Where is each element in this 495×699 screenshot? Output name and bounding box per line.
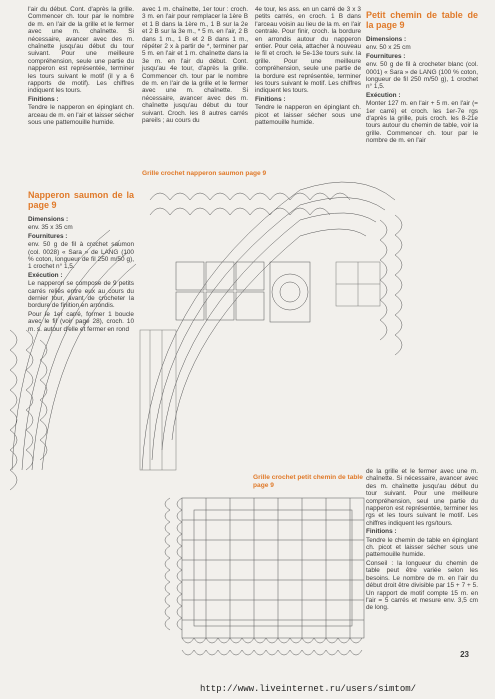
paragraph: Tendre le napperon en épinglant ch. picot et laisser sécher sous une pattemouille humide.	[255, 104, 361, 127]
column-5	[366, 468, 478, 613]
dimensions-value: env. 50 x 25 cm	[366, 44, 411, 52]
dimensions-label: Dimensions :	[28, 216, 69, 223]
napperon-title: Napperon saumon de la page 9	[28, 190, 134, 210]
fournitures-value: env. 50 g de fil à crocheter blanc (col. 0001) « Sara » de LANG (100 % coton, longueur de fil 250 m/50 g), 1 crochet n° 1,5.	[366, 61, 478, 91]
chemin-chart	[165, 498, 364, 655]
fournitures-label: Fournitures :	[366, 52, 406, 60]
napperon-squares	[176, 262, 310, 322]
caption-grille-saumon: Grille crochet napperon saumon page 9	[142, 170, 267, 177]
finitions-label: Finitions :	[28, 95, 59, 103]
paragraph: Tendre le chemin de table en épinglant ch. picot et laisser sécher sous une pattemouille humide.	[366, 536, 478, 559]
paragraph: Tendre le napperon en épinglant ch. arceau de m. en l'air et laisser sécher sous une pattemouille humide.	[28, 104, 135, 127]
execution-text: Le napperon se compose de 9 petits carrés reliés entre eux au cours du dernier tour, avant de crocheter la bordure de finition en arrondis.	[28, 280, 134, 310]
finitions-label: Finitions :	[366, 528, 397, 536]
paragraph: 4e tour, les ass. en un carré de 3 x 3 petits carrés, en croch. 1 B dans l'arceau voisin au lieu de la m. en l'air centrale. Pour finir, croch. la bordure en arrondis autour du napperon entier. Pour cela, attacher à nouveau le fil et croch. le 5e-13e tours suiv. la grille. Pour une meilleure compréhension, seule une partie de la bordure est représentée, terminer les tours suivant le motif. Les chiffres indiquent les tours.	[255, 6, 361, 95]
dimensions-value: env. 35 x 35 cm	[28, 224, 73, 232]
paragraph: avec 1 m. chaînette, 1er tour : croch. 3 m. en l'air pour remplacer la 1ère B et 1 B dans la 1ère m., 1 B sur la 2e et 2 B sur la 3e m., * 5 m. en l'air, 2 B dans 1 m., 1 B et 2 B dans 1 m., répéter 2 x à partir de *, terminer par 5 m. en l'air et 1 m. chaînette dans la 3e m. en l'air du début. Cont. jusqu'au 4e tour, d'après la grille. Commencer ch. tour par le nombre de m. en l'air de la grille et le fermer avec une m. chaînette. Si nécessaire, avancer avec des m. chaînette jusqu'au début du tour suivant. Croch. les 8 autres carrés pareils ; au cours du	[142, 6, 248, 125]
paragraph: de la grille et le fermer avec une m. chaînette. Si nécessaire, avancer avec des m. chaînette jusqu'au début du tour suivant. Pour une meilleure compréhension, seul une partie du napperon est représentée, terminer les rgs et les tours suivant le motif. Les chiffres indiquent les rgs/tours.	[366, 468, 478, 527]
execution-label: Exécution :	[366, 91, 401, 99]
paragraph: l'air du début. Cont. d'après la grille. Commencer ch. tour par le nombre de m. en l'air de la grille et le fermer avec une m. chaînette. Si nécessaire, avancer avec des m. chaînette jusqu'au début du tour suivant. Pour une meilleure compréhension, seule une partie du napperon est représentée, terminer les tours suivant le motif (il y a 6 rapports de motif). Les chiffres indiquent les tours.	[28, 6, 134, 95]
column-4-chemin	[366, 6, 478, 146]
conseil-paragraph: Conseil : la longueur du chemin de table peut être variée selon les besoins. Le nombre de m. en l'air du début droit être divisible par 15 + 7 + 5. Un rapport de motif compte 15 m. en l'air = 5 carrés et mesure env. 3,5 cm de long.	[366, 559, 478, 612]
column-3	[255, 6, 361, 128]
column-1-top	[28, 6, 134, 128]
finitions-label: Finitions :	[255, 95, 286, 103]
fournitures-label: Fournitures :	[28, 232, 68, 240]
fournitures-value: env. 50 g de fil à crochet saumon (col. 0028) « Sara » de LANG (100 % coton, longueur de fil 250 m/50 g), 1 crochet n° 1,5.	[28, 241, 134, 271]
column-2	[142, 6, 248, 126]
execution-label: Exécution :	[28, 271, 63, 279]
chemin-title: Petit chemin de table de la page 9	[366, 10, 478, 30]
page-number: 23	[460, 650, 469, 659]
execution-text-2: Pour le 1er carré, former 1 boucle avec le fil (voir page 28), croch. 10 m. s. autour d'elle et fermer en rond	[28, 310, 134, 333]
caption-grille-chemin: Grille crochet petit chemin de table page 9	[253, 474, 363, 489]
source-url[interactable]: http://www.liveinternet.ru/users/simtom/	[200, 684, 417, 694]
column-1-napperon	[28, 186, 134, 334]
dimensions-label: Dimensions :	[366, 36, 407, 43]
execution-text: Monter 127 m. en l'air + 5 m. en l'air (= 1er carré) et croch. les 1er-7e rgs d'après la grille, puis croch. les 8-21e tours autour du chemin de table, voir la grille. Commencer ch. tour par le nombre de m. en l'air	[366, 100, 478, 145]
